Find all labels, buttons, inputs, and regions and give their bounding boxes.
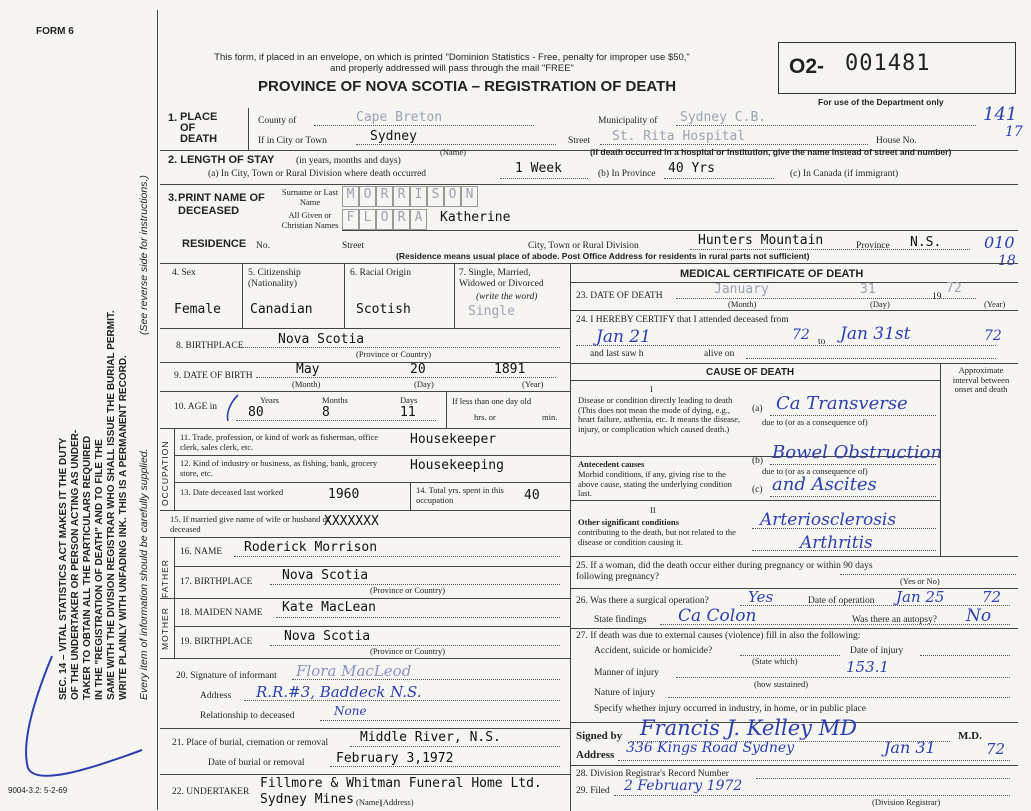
due-to-b: due to (or as a consequence of) <box>762 466 868 476</box>
last-worked-value: 1960 <box>328 487 360 502</box>
side-code-2: 17 <box>1005 124 1023 140</box>
last-saw-label: and last saw h <box>590 349 644 359</box>
death-year-prefix: 19 <box>932 292 942 302</box>
birthplace-caption: (Province or Country) <box>356 349 432 359</box>
death-date-label: 23. DATE OF DEATH <box>576 291 663 301</box>
findings-value: Ca Colon <box>678 606 757 626</box>
other-conditions-label: Other significant conditions <box>578 517 679 527</box>
given-name-boxes <box>342 209 427 230</box>
informant-sig-label: 20. Signature of informant <box>176 671 277 681</box>
age-years: 80 <box>248 405 264 420</box>
house-label: House No. <box>876 136 917 146</box>
surname-letter: M <box>342 186 359 207</box>
father-caption: (Province or Country) <box>370 585 446 595</box>
physician-signature: Francis J. Kelley MD <box>640 716 858 740</box>
stay-qualifier: (in years, months and days) <box>296 156 401 166</box>
birthplace-label: 8. BIRTHPLACE <box>176 341 244 351</box>
reg-prefix: O2- <box>789 55 825 78</box>
undertaker-name-caption: (Name) <box>356 797 382 807</box>
age-days: 11 <box>400 405 416 420</box>
birthplace-value: Nova Scotia <box>278 332 365 347</box>
side-code-3: 010 <box>984 233 1015 252</box>
father-birthplace-label: 17. BIRTHPLACE <box>180 577 253 587</box>
death-year-caption: (Year) <box>984 299 1006 309</box>
side-notice-line3: TAKER TO OBTAIN ALL THE PARTICULARS REQUIRED <box>82 435 93 700</box>
death-year: 72 <box>946 281 962 296</box>
death-day-caption: (Day) <box>870 299 890 309</box>
undertaker-name: Fillmore & Whitman Funeral Home Ltd. <box>260 776 542 791</box>
antecedent-label: Antecedent causes <box>578 459 645 469</box>
filed-label: 29. Filed <box>576 786 610 796</box>
age-check-mark <box>222 393 242 423</box>
city-label: If in City or Town <box>258 136 327 146</box>
surname-label: Surname or Last Name <box>281 187 339 207</box>
wife-label: 15. If married give name of wife or husband of deceased <box>170 514 330 534</box>
given-letter: L <box>359 209 376 230</box>
cause-c-marker: (c) <box>752 485 763 495</box>
age-years-caption: Years <box>260 395 279 405</box>
interval-header: Approximate interval between onset and death <box>952 365 1010 394</box>
sex-label: 4. Sex <box>172 268 196 278</box>
signed-year: 72 <box>986 740 1006 758</box>
surname-letter: R <box>393 186 410 207</box>
burial-date: February 3,1972 <box>336 751 454 766</box>
city-name-caption: (Name) <box>440 147 466 157</box>
citizenship-label: 5. Citizenship (Nationality) <box>248 268 301 289</box>
residence-province-label: Province <box>856 241 890 251</box>
alive-on-label: alive on <box>704 349 735 359</box>
cause-b: Bowel Obstruction <box>772 442 943 463</box>
father-name: Roderick Morrison <box>244 540 378 555</box>
given-letter: R <box>393 209 410 230</box>
residence-street-label: Street <box>342 241 365 251</box>
city-value: Sydney <box>370 129 417 144</box>
attended-to: Jan 31st <box>840 324 911 344</box>
marital-label: 7. Single, Married, Widowed or Divorced <box>459 268 544 289</box>
total-years-label: 14. Total yrs. spent in this occupation <box>416 485 504 505</box>
racial-value: Scotish <box>356 302 411 317</box>
surname-letter: R <box>376 186 393 207</box>
county-label: County of <box>258 116 297 126</box>
dob-day-caption: (Day) <box>414 379 434 389</box>
attended-from: Jan 21 <box>596 327 651 347</box>
undertaker-address-caption: (Address) <box>380 797 414 807</box>
mother-birthplace-label: 19. BIRTHPLACE <box>180 637 253 647</box>
operation-question: 26. Was there a surgical operation? <box>576 596 709 606</box>
residence-city-label: City, Town or Rural Division <box>528 241 639 251</box>
informant-relation: None <box>334 704 367 718</box>
physician-address: 336 Kings Road Sydney <box>626 740 795 756</box>
signed-by-label: Signed by <box>576 730 623 742</box>
antecedent-note: Morbid conditions, if any, giving rise to the above cause, stating the underlying condition last. <box>578 469 732 498</box>
informant-signature: Flora MacLeod <box>296 662 412 680</box>
occupation-side-label: OCCUPATION <box>160 440 170 506</box>
name-num: 3. <box>168 192 178 204</box>
side-code-4: 18 <box>998 253 1016 269</box>
dob-label: 9. DATE OF BIRTH <box>174 371 253 381</box>
dob-year-caption: (Year) <box>522 379 544 389</box>
manner-label: Manner of injury <box>594 668 659 678</box>
side-notice-line4: IN THE "REGISTRATION OF DEATH" AND TO FILE THE <box>94 439 105 700</box>
cause-c: and Ascites <box>772 474 877 495</box>
cause-header: CAUSE OF DEATH <box>706 367 795 378</box>
form-number: FORM 6 <box>36 26 74 37</box>
informant-relation-label: Relationship to deceased <box>200 711 295 721</box>
operation-answer: Yes <box>748 588 774 606</box>
autopsy-label: Was there an autopsy? <box>852 615 937 625</box>
physician-address-label: Address <box>576 749 615 761</box>
state-which-caption: (State which) <box>752 656 798 666</box>
street-value: St. Rita Hospital <box>612 129 746 144</box>
surname-letter: O <box>444 186 461 207</box>
side-notice-line5: SAME WITH THE DIVISION REGISTRAR WHO SHALL ISSUE THE BURIAL PERMIT. <box>106 310 117 700</box>
mother-birthplace: Nova Scotia <box>284 629 371 644</box>
form-title: PROVINCE OF NOVA SCOTIA – REGISTRATION OF DEATH <box>258 78 677 95</box>
burial-place-label: 21. Place of burial, cremation or removal <box>172 738 329 748</box>
manner-code: 153.1 <box>846 658 889 676</box>
other-condition-1: Arteriosclerosis <box>760 510 897 530</box>
industry-label: 12. Kind of industry or business, as fishing, bank, grocery store, etc. <box>180 458 378 478</box>
undertaker-address: Sydney Mines <box>260 792 354 807</box>
total-years-value: 40 <box>524 488 540 503</box>
margin-handwritten-mark <box>8 640 148 790</box>
side-notice-line2: OF THE UNDERTAKER OR PERSON ACTING AS UNDER- <box>70 429 81 700</box>
stay-b-value: 40 Yrs <box>668 161 715 176</box>
attended-from-year: 72 <box>792 327 810 343</box>
undertaker-label: 22. UNDERTAKER <box>172 787 250 797</box>
registration-number-box <box>778 42 1016 94</box>
place-num: 1. <box>168 112 178 124</box>
surname-letter: S <box>427 186 444 207</box>
nature-label: Nature of injury <box>594 688 656 698</box>
roman-one: I <box>650 384 653 394</box>
accident-label: Accident, suicide or homicide? <box>594 646 713 656</box>
dob-year: 1891 <box>494 362 526 377</box>
informant-address-label: Address <box>200 691 232 701</box>
cause-a: Ca Transverse <box>776 393 908 414</box>
burial-place: Middle River, N.S. <box>360 730 501 745</box>
informant-address: R.R.#3, Baddeck N.S. <box>256 683 422 701</box>
disease-label: Disease or condition directly leading to death (This does not mean the mode of dying, e.g., heart failure, asthenia, etc. It means the disease, injury, or complication which caused death.) <box>578 395 741 434</box>
residence-label: RESIDENCE <box>182 238 247 250</box>
filed-date: 2 February 1972 <box>624 778 743 794</box>
last-worked-label: 13. Date deceased last worked <box>180 487 284 497</box>
sex-value: Female <box>174 302 221 317</box>
roman-two: II <box>650 505 656 515</box>
stay-c-label: (c) In Canada (if immigrant) <box>790 169 899 179</box>
dob-day: 20 <box>410 362 426 377</box>
signed-date: Jan 31 <box>884 738 936 757</box>
age-label: 10. AGE in <box>174 402 218 412</box>
given-names-label: All Given or Christian Names <box>281 210 339 230</box>
registrar-caption: (Division Registrar) <box>872 797 941 807</box>
given-letter: O <box>376 209 393 230</box>
cause-b-marker: (b) <box>752 456 764 466</box>
injury-date-label: Date of injury <box>850 646 904 656</box>
stay-b-label: (b) In Province <box>598 169 656 179</box>
findings-label: State findings <box>594 615 647 625</box>
residence-city: Hunters Mountain <box>698 233 824 248</box>
trade-label: 11. Trade, profession, or kind of work as fisherman, office clerk, sales clerk, etc. <box>180 432 379 452</box>
surname-letter: I <box>410 186 427 207</box>
mother-caption: (Province or Country) <box>370 646 446 656</box>
side-notice-line1: SEC. 14 – VITAL STATISTICS ACT MAKES IT THE DUTY <box>58 437 69 700</box>
trade-value: Housekeeper <box>410 432 497 447</box>
dob-month: May <box>296 362 320 377</box>
given-name-rest: Katherine <box>440 210 511 225</box>
certify-label: 24. I HEREBY CERTIFY that I attended deceased from <box>576 315 789 325</box>
other-conditions-note: contributing to the death, but not related to the disease or condition causing it. <box>578 527 736 547</box>
surname-letter: O <box>359 186 376 207</box>
death-day: 31 <box>860 282 876 297</box>
cause-a-marker: (a) <box>752 404 763 414</box>
record-number-label: 28. Division Registrar's Record Number <box>576 769 729 779</box>
operation-date: Jan 25 <box>896 588 945 606</box>
father-birthplace: Nova Scotia <box>282 568 369 583</box>
surname-letter: N <box>461 186 478 207</box>
other-condition-2: Arthritis <box>800 533 873 553</box>
reg-number: 001481 <box>845 51 931 76</box>
stay-label: 2. LENGTH OF STAY <box>168 154 275 166</box>
residence-province: N.S. <box>910 235 942 250</box>
marital-value: Single <box>468 304 515 319</box>
surname-boxes <box>342 186 478 207</box>
residence-no-label: No. <box>256 241 270 251</box>
side-notice-line8: (See reverse side for instructions.) <box>138 175 150 335</box>
mother-side-label: MOTHER <box>160 607 170 650</box>
place-label: PLACE OF DEATH <box>180 111 218 145</box>
age-less-than-day: If less than one day old <box>452 396 532 406</box>
side-notice-line6: WRITE PLAINLY WITH UNFADING INK. THIS IS A PERMANENT RECORD. <box>118 355 129 700</box>
institution-note: (If death occurred in a hospital or institution, give the name instead of street and number) <box>590 147 952 157</box>
age-days-caption: Days <box>400 395 418 405</box>
municipality-value: Sydney C.B. <box>680 110 767 125</box>
due-to-a: due to (or as a consequence of) <box>762 417 868 427</box>
mailing-notice: This form, if placed in an envelope, on which is printed "Dominion Statistics - Free, penalty for improper use $50," and properly addressed will pass through the mail "FREE" <box>214 52 690 74</box>
dob-month-caption: (Month) <box>292 379 321 389</box>
wife-value: XXXXXXX <box>324 514 379 529</box>
racial-label: 6. Racial Origin <box>350 268 411 278</box>
mother-maiden-label: 18. MAIDEN NAME <box>180 608 263 618</box>
side-code-1: 141 <box>983 104 1018 125</box>
age-min: min. <box>542 412 558 422</box>
given-letter: F <box>342 209 359 230</box>
external-causes-question: 27. If death was due to external causes (violence) fill in also the following: <box>576 631 861 641</box>
autopsy-value: No <box>966 606 992 626</box>
stay-a-value: 1 Week <box>515 161 562 176</box>
attended-to-label: to <box>818 337 826 347</box>
burial-date-label: Date of burial or removal <box>208 758 305 768</box>
pregnancy-question: 25. If a woman, did the death occur either during pregnancy or within 90 days following pregnancy? <box>576 561 873 582</box>
industry-value: Housekeeping <box>410 458 504 473</box>
operation-year: 72 <box>982 588 1002 606</box>
age-months: 8 <box>322 405 330 420</box>
street-label: Street <box>568 136 591 146</box>
operation-date-label: Date of operation <box>808 596 875 606</box>
dept-use-label: For use of the Department only <box>818 97 944 107</box>
marital-note: (write the word) <box>476 292 538 302</box>
name-label: PRINT NAME OF DECEASED <box>178 192 265 217</box>
form-code: 9004-3.2: 5-2-69 <box>8 786 68 795</box>
side-notice-line7: Every item of information should be carefully supplied. <box>138 448 150 700</box>
father-side-label: FATHER <box>160 559 170 598</box>
death-month-caption: (Month) <box>728 299 757 309</box>
specify-label: Specify whether injury occurred in industry, in home, or in public place <box>594 704 866 714</box>
stay-a-label: (a) In City, Town or Rural Division where death occurred <box>208 169 427 179</box>
age-hrs: hrs. or <box>474 412 496 422</box>
medical-header: MEDICAL CERTIFICATE OF DEATH <box>680 268 864 280</box>
death-month: January <box>714 282 769 297</box>
age-months-caption: Months <box>322 395 348 405</box>
md-label: M.D. <box>958 730 982 742</box>
county-value: Cape Breton <box>356 110 443 125</box>
how-sustained-caption: (how sustained) <box>754 679 809 689</box>
yes-no-caption: (Yes or No) <box>900 576 940 586</box>
citizenship-value: Canadian <box>250 302 313 317</box>
attended-to-year: 72 <box>984 328 1002 344</box>
municipality-label: Municipality of <box>598 116 658 126</box>
mother-maiden: Kate MacLean <box>282 600 376 615</box>
father-name-label: 16. NAME <box>180 547 223 557</box>
given-letter: A <box>410 209 427 230</box>
residence-note: (Residence means usual place of abode. Post Office Address for residents in rural parts not sufficient) <box>396 251 810 261</box>
